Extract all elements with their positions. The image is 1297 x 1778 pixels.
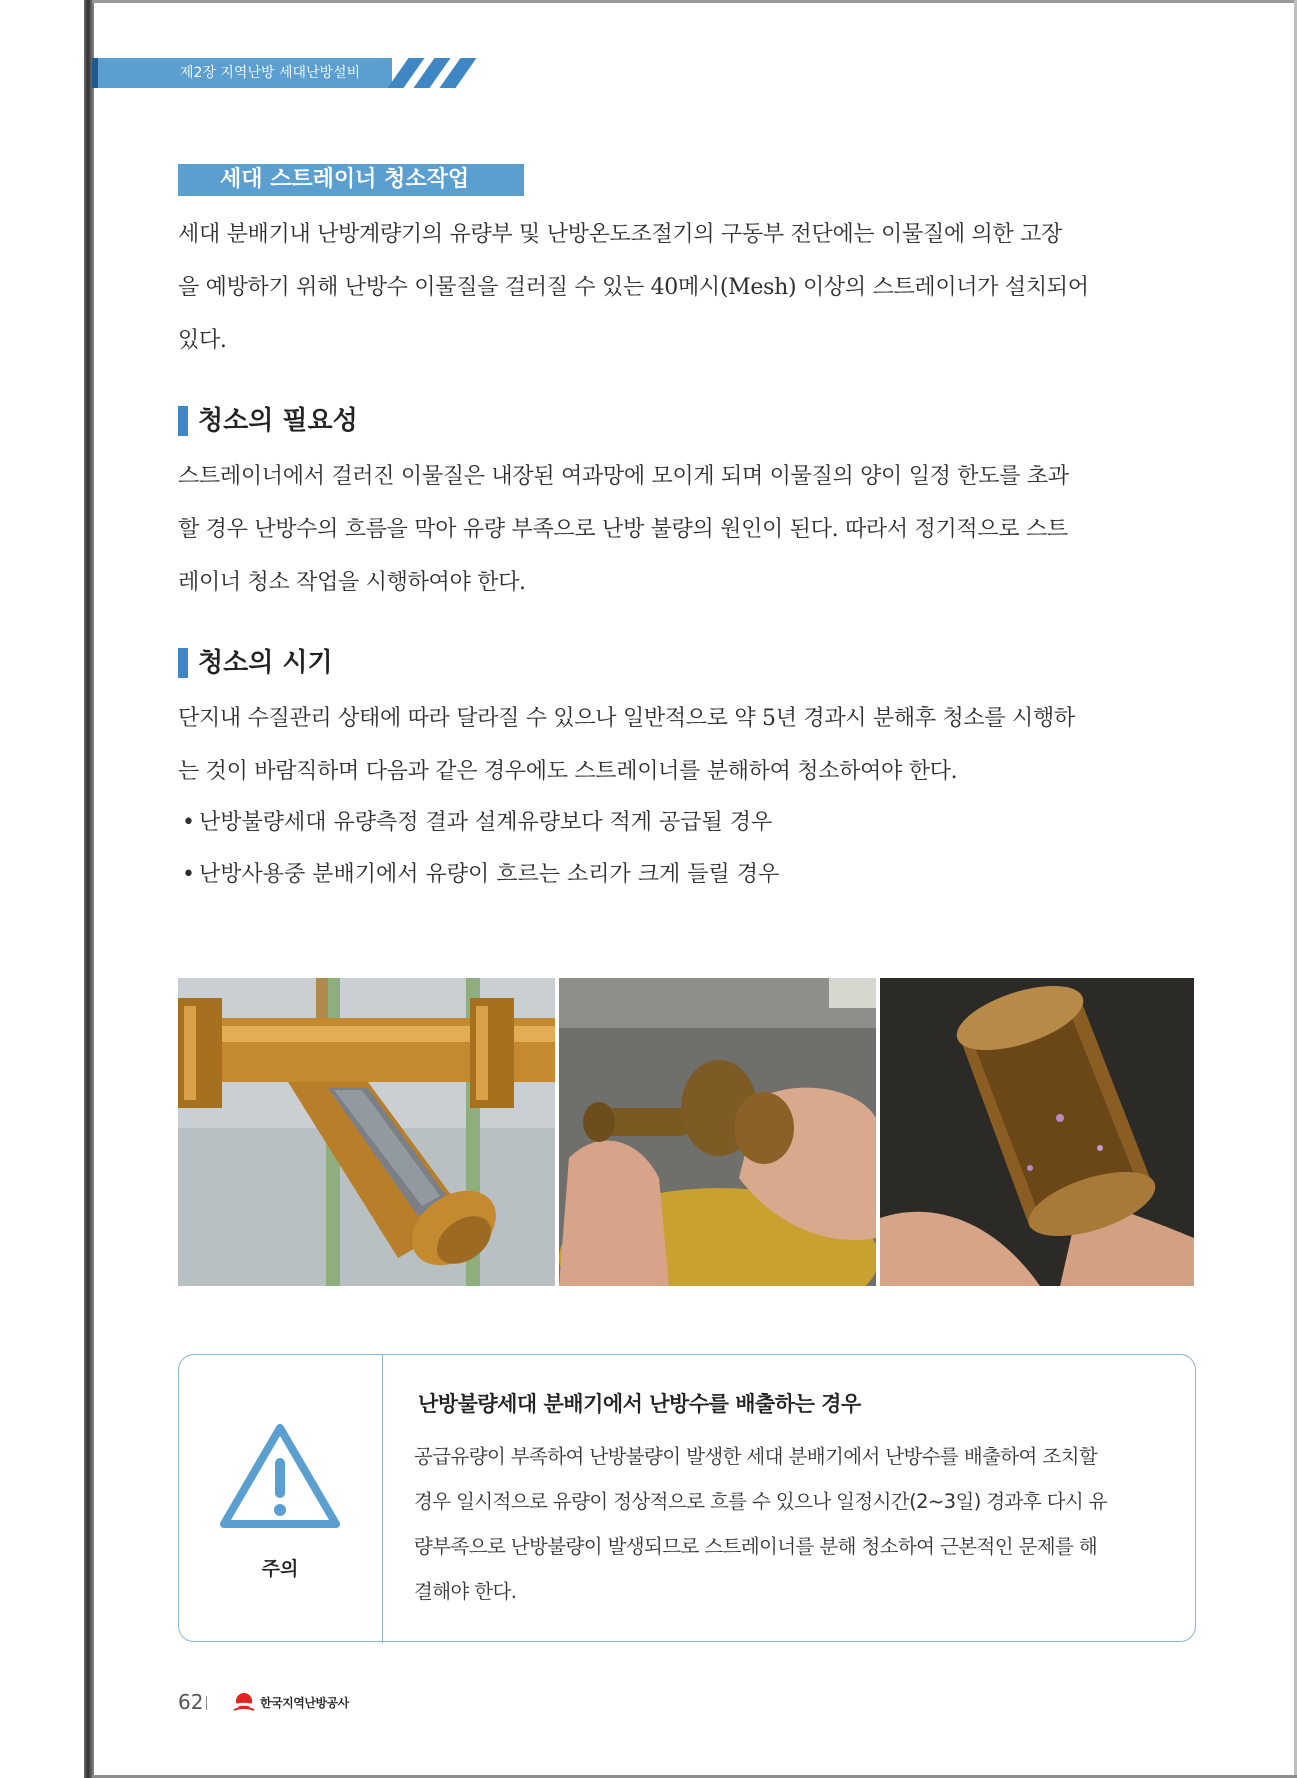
intro-paragraph bbox=[178, 208, 1198, 367]
bullet-dot: • bbox=[182, 810, 195, 835]
intro-line: 있다. bbox=[178, 328, 227, 353]
timing-paragraph bbox=[178, 692, 1198, 798]
timing-line: 는 것이 바람직하며 다음과 같은 경우에도 스트레이너를 분해하여 청소하여야 한다. bbox=[178, 759, 958, 784]
bullet-item bbox=[182, 806, 772, 840]
necessity-line: 할 경우 난방수의 흐름을 막아 유량 부족으로 난방 불량의 원인이 된다. 따라서 정기적으로 스트 bbox=[178, 517, 1068, 542]
caution-divider bbox=[382, 1354, 383, 1643]
strainer-removal-photo bbox=[559, 978, 876, 1286]
caution-label: 주의 bbox=[261, 1558, 299, 1580]
heading-marker bbox=[178, 406, 188, 436]
chapter-header-accent bbox=[92, 58, 98, 88]
bullet-item bbox=[182, 858, 779, 892]
chapter-header-bar bbox=[92, 58, 392, 88]
publisher-name: 한국지역난방공사 bbox=[260, 1696, 349, 1710]
heading-marker bbox=[178, 648, 188, 678]
necessity-heading-text: 청소의 필요성 bbox=[198, 406, 358, 436]
intro-line: 을 예방하기 위해 난방수 이물질을 걸러질 수 있는 40메시(Mesh) 이상의 스트레이너가 설치되어 bbox=[178, 275, 1089, 300]
dirty-mesh-filter-photo bbox=[880, 978, 1194, 1286]
caution-body bbox=[414, 1434, 1174, 1614]
chapter-title: 제2장 지역난방 세대난방설비 bbox=[180, 65, 361, 81]
strainer-cutaway-illustration bbox=[178, 978, 555, 1286]
bullet-text: 난방불량세대 유량측정 결과 설계유량보다 적게 공급될 경우 bbox=[198, 810, 773, 835]
page-number: 62 bbox=[178, 1690, 204, 1714]
caution-line: 공급유량이 부족하여 난방불량이 발생한 세대 분배기에서 난방수를 배출하여 조치할 bbox=[414, 1445, 1098, 1468]
caution-line: 량부족으로 난방불량이 발생되므로 스트레이너를 분해 청소하여 근본적인 문제를 해 bbox=[414, 1535, 1098, 1558]
warning-triangle-icon bbox=[216, 1420, 344, 1536]
caution-title: 난방불량세대 분배기에서 난방수를 배출하는 경우 bbox=[418, 1392, 861, 1416]
publisher-logo-icon bbox=[232, 1692, 256, 1718]
timing-line: 단지내 수질관리 상태에 따라 달라질 수 있으나 일반적으로 약 5년 경과시 분해후 청소를 시행하 bbox=[178, 706, 1075, 731]
bullet-dot: • bbox=[182, 862, 195, 887]
timing-heading-text: 청소의 시기 bbox=[198, 648, 333, 678]
footer-separator bbox=[206, 1696, 207, 1710]
section-title: 세대 스트레이너 청소작업 bbox=[178, 164, 524, 196]
book-spine bbox=[84, 0, 94, 1778]
necessity-paragraph bbox=[178, 450, 1198, 609]
page-edge-top bbox=[92, 0, 1297, 3]
caution-line: 경우 일시적으로 유량이 정상적으로 흐를 수 있으나 일정시간(2~3일) 경과후 다시 유 bbox=[414, 1490, 1107, 1513]
intro-line: 세대 분배기내 난방계량기의 유량부 및 난방온도조절기의 구동부 전단에는 이물질에 의한 고장 bbox=[178, 222, 1063, 247]
bullet-text: 난방사용중 분배기에서 유량이 흐르는 소리가 크게 들릴 경우 bbox=[198, 862, 780, 887]
necessity-line: 스트레이너에서 걸러진 이물질은 내장된 여과망에 모이게 되며 이물질의 양이 일정 한도를 초과 bbox=[178, 464, 1069, 489]
caution-line: 결해야 한다. bbox=[414, 1580, 517, 1603]
necessity-line: 레이너 청소 작업을 시행하여야 한다. bbox=[178, 570, 526, 595]
